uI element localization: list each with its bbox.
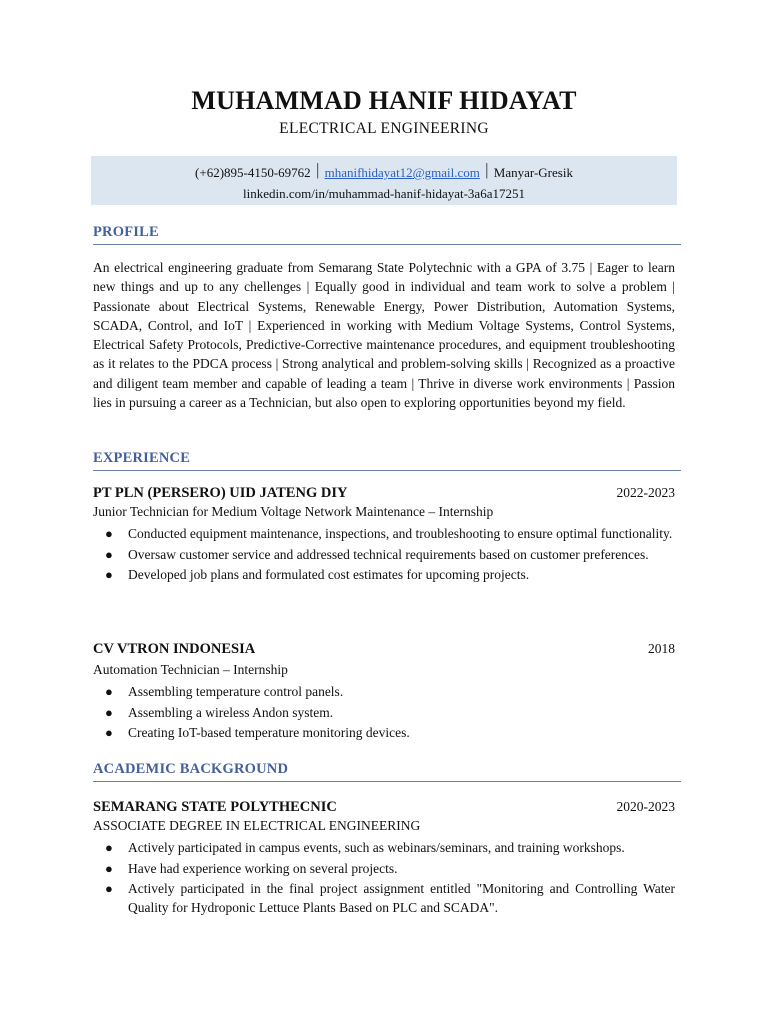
bullet-icon: ● <box>105 684 113 699</box>
experience-bullets <box>93 682 675 744</box>
contact-bar <box>91 156 677 205</box>
list-item: ● Assembling temperature control panels. <box>105 684 344 699</box>
experience-company <box>93 485 675 502</box>
list-item: ● Assembling a wireless Andon system. <box>105 704 334 720</box>
profile-text: An electrical engineering graduate from Semarang State Polytechnic with a GPA of 3.75 | Eager to learn new things and up to any chellenges | Equally good in individual and team work to solve a problem | Passionate about Electrical Systems, Renewable Energy, Power Distribution, Automation Systems, SCADA, Control, and IoT | Experienced in working with Medium Voltage Systems, Control Systems, Electrical Safety Protocols, Predictive-Corrective maintenance procedures, and equipment troubleshooting as it relates to the PDCA process | Strong analytical and problem-solving skills | Recognized as a proactive and diligent team member and capable of leading a team | Thrive in diverse work environments | Passion lies in pursuing a career as a Technician, but also open to exploring opportunities beyond my field. <box>93 260 675 411</box>
candidate-name: MUHAMMAD HANIF HIDAYAT <box>191 86 577 115</box>
experience-role: Automation Technician – Internship <box>93 662 288 677</box>
linkedin-url: linkedin.com/in/muhammad-hanif-hidayat-3a6a17251 <box>243 186 525 201</box>
company-name: CV VTRON INDONESIA <box>93 641 256 657</box>
experience-date: 2022-2023 <box>616 485 675 500</box>
phone-number: (+62)895-4150-69762 <box>195 165 311 180</box>
list-item: ● Oversaw customer service and addressed technical requirements based on customer preferences. <box>105 546 649 562</box>
list-item: ● Creating IoT-based temperature monitoring devices. <box>105 725 410 740</box>
experience-company <box>93 641 675 658</box>
bullet-icon: ● <box>105 840 113 855</box>
academic-bullets <box>93 838 675 919</box>
list-item: ● Have had experience working on several projects. <box>105 860 398 876</box>
experience-role: Junior Technician for Medium Voltage Network Maintenance – Internship <box>93 504 494 519</box>
candidate-field: ELECTRICAL ENGINEERING <box>279 120 489 137</box>
location: Manyar-Gresik <box>493 165 573 180</box>
contact-separator: | <box>485 160 489 179</box>
academic-degree: ASSOCIATE DEGREE IN ELECTRICAL ENGINEERING <box>93 818 421 833</box>
experience-date: 2018 <box>648 641 675 656</box>
profile-heading: PROFILE <box>93 224 681 245</box>
school-name: SEMARANG STATE POLYTHECNIC <box>93 799 337 815</box>
experience-heading: EXPERIENCE <box>93 450 681 471</box>
list-item: ● Developed job plans and formulated cost estimates for upcoming projects. <box>105 567 530 582</box>
bullet-icon: ● <box>105 881 113 896</box>
email-link[interactable]: mhanifhidayat12@gmail.com <box>324 165 480 180</box>
list-item: ● Actively participated in campus events, such as webinars/seminars, and training workshops. <box>105 840 625 855</box>
company-name: PT PLN (PERSERO) UID JATENG DIY <box>93 485 348 501</box>
contact-line <box>91 162 677 182</box>
bullet-icon: ● <box>105 567 113 582</box>
bullet-icon: ● <box>105 546 113 562</box>
list-item: ● Conducted equipment maintenance, inspections, and troubleshooting to ensure optimal functionality. <box>105 526 673 541</box>
contact-separator: | <box>315 160 320 179</box>
experience-bullets <box>93 524 675 586</box>
academic-heading: ACADEMIC BACKGROUND <box>93 761 681 782</box>
bullet-icon: ● <box>105 704 113 720</box>
bullet-icon: ● <box>105 526 113 541</box>
list-item: ● Actively participated in the final project assignment entitled "Monitoring and Controlling Water Quality for Hydroponic Lettuce Plants Based on PLC and SCADA". <box>105 881 675 915</box>
academic-date: 2020-2023 <box>616 799 675 814</box>
bullet-icon: ● <box>105 860 113 876</box>
academic-school <box>93 799 675 816</box>
bullet-icon: ● <box>105 725 113 740</box>
